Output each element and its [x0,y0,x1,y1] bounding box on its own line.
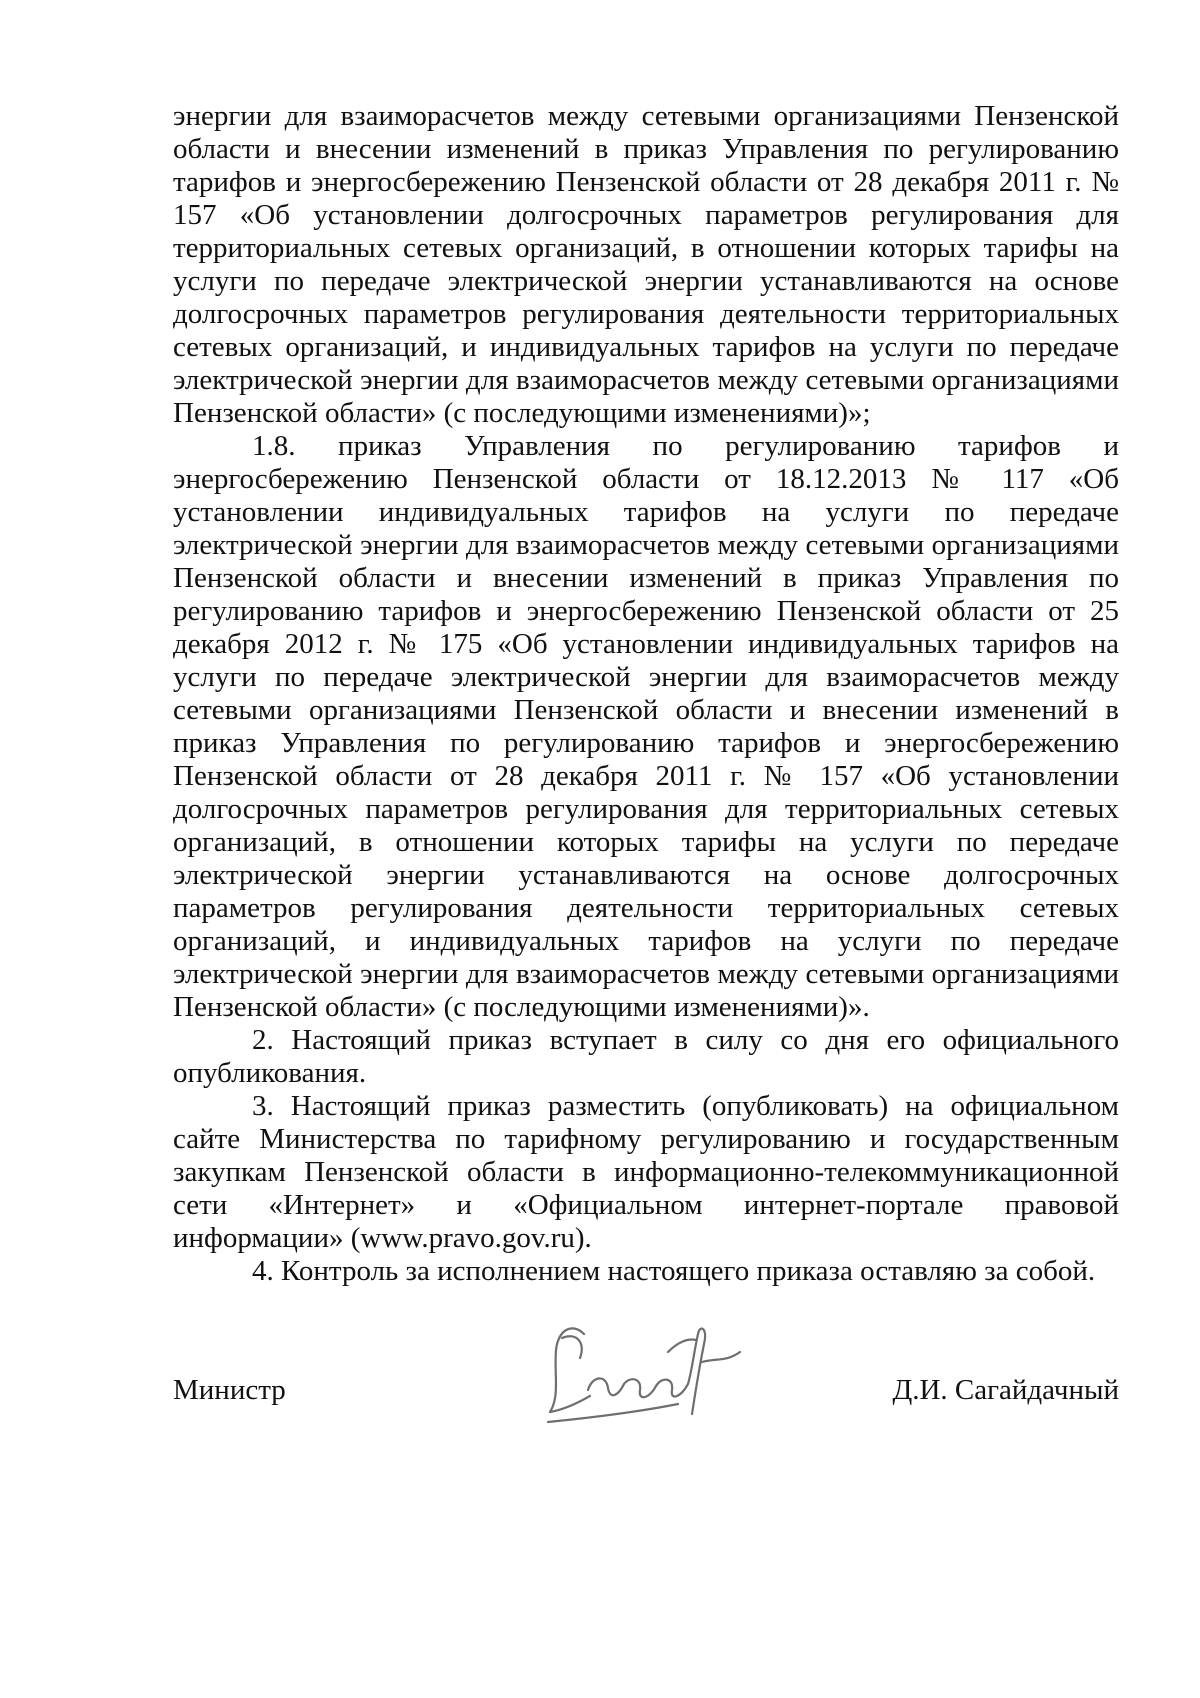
handwritten-signature-icon [528,1292,778,1452]
paragraph-continuation: энергии для взаиморасчетов между сетевыми организациями Пензенской области и внесении изменений в приказ Управления по регулированию тарифов и энергосбережению Пензенской области от 28 декабря 2011 г. № 157 «Об установлении долгосрочных параметров регулирования для территориальных сетевых организаций, в отношении которых тарифы на услуги по передаче электрической энергии устанавливаются на основе долгосрочных параметров регулирования деятельности территориальных сетевых организаций, и индивидуальных тарифов на услуги по передаче электрической энергии для взаиморасчетов между сетевыми организациями Пензенской области» (с последующими изменениями)»; [173,100,1119,429]
paragraph-item-2: 2. Настоящий приказ вступает в силу со дня его официального опубликования. [173,1024,1119,1089]
paragraph-item-4: 4. Контроль за исполнением настоящего приказа оставляю за собой. [252,1255,1096,1287]
signer-name: Д.И. Сагайдачный [892,1374,1119,1406]
document-body [173,100,1119,1288]
paragraph-item-1-8: 1.8. приказ Управления по регулированию тарифов и энергосбережению Пензенской области от 18.12.2013 № 117 «Об установлении индивидуальных тарифов на услуги по передаче электрической энергии для взаиморасчетов между сетевыми организациями Пензенской области и внесении изменений в приказ Управления по регулированию тарифов и энергосбережению Пензенской области от 25 декабря 2012 г. № 175 «Об установлении индивидуальных тарифов на услуги по передаче электрической энергии для взаиморасчетов между сетевыми организациями Пензенской области и внесении изменений в приказ Управления по регулированию тарифов и энергосбережению Пензенской области от 28 декабря 2011 г. № 157 «Об установлении долгосрочных параметров регулирования для территориальных сетевых организаций, в отношении которых тарифы на услуги по передаче электрической энергии устанавливаются на основе долгосрочных параметров регулирования деятельности территориальных сетевых организаций, и индивидуальных тарифов на услуги по передаче электрической энергии для взаиморасчетов между сетевыми организациями Пензенской области» (с последующими изменениями)». [173,430,1119,1023]
paragraph-item-3: 3. Настоящий приказ разместить (опубликовать) на официальном сайте Министерства по тарифному регулированию и государственным закупкам Пензенской области в информационно-телекоммуникационной сети «Интернет» и «Официальном интернет-портале правовой информации» (www.pravo.gov.ru). [173,1090,1119,1254]
signature-block [173,1350,1119,1480]
signer-position: Министр [173,1374,286,1406]
